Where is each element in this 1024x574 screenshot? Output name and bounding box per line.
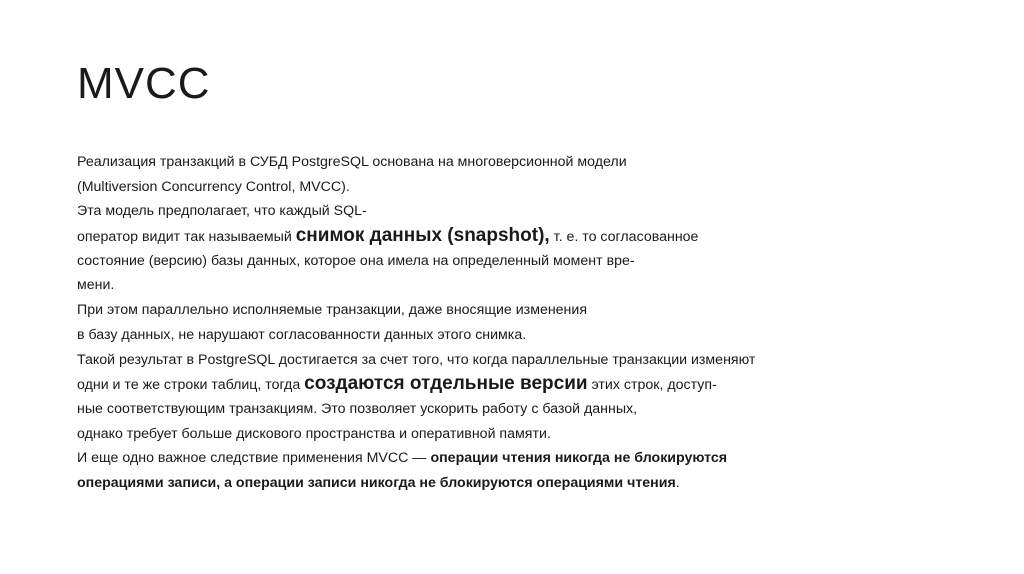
- text: мени.: [77, 277, 115, 294]
- text: При этом параллельно исполняемые транзакции, даже вносящие изменения: [77, 302, 588, 319]
- text-line: [77, 273, 977, 298]
- bold-text: операциями записи, а операции записи никогда не блокируются операциями чтения: [77, 474, 676, 491]
- text: И еще одно важное следствие применения MVCC —: [77, 450, 431, 467]
- text: (Multiversion Concurrency Control, MVCC).: [77, 178, 350, 195]
- slide-body: [77, 150, 977, 496]
- text-line: [77, 249, 977, 274]
- text: одни и те же строки таблиц, тогда: [77, 377, 305, 394]
- slide-title: MVCC: [77, 59, 211, 108]
- text-line: [77, 199, 977, 224]
- bold-text: операции чтения никогда не блокируются: [430, 450, 728, 467]
- text: оператор видит так называемый: [77, 229, 296, 246]
- text-line: [77, 372, 977, 397]
- text-line: [77, 348, 977, 373]
- emphasis-snapshot: снимок данных (snapshot),: [295, 225, 550, 247]
- text-line: [77, 397, 977, 422]
- text-line: [77, 422, 977, 447]
- text-line: [77, 446, 977, 471]
- text-line: [77, 150, 977, 175]
- text: Такой результат в PostgreSQL достигается за счет того, что когда параллельные транзакции изменяют: [77, 351, 756, 368]
- text: однако требует больше дискового пространства и оперативной памяти.: [77, 425, 551, 442]
- text-line: [77, 175, 977, 200]
- text: в базу данных, не нарушают согласованности данных этого снимка.: [77, 326, 527, 343]
- text: ные соответствующим транзакциям. Это позволяет ускорить работу с базой данных,: [77, 400, 638, 417]
- text: этих строк, доступ-: [587, 377, 717, 394]
- text: т. е. то согласованное: [549, 229, 699, 246]
- text: .: [675, 474, 680, 491]
- text: состояние (версию) базы данных, которое она имела на определенный момент вре-: [77, 252, 635, 269]
- text: Эта модель предполагает, что каждый SQL-: [77, 203, 367, 220]
- emphasis-versions: создаются отдельные версии: [304, 373, 588, 395]
- text-line: [77, 298, 977, 323]
- text-line: [77, 323, 977, 348]
- text: Реализация транзакций в СУБД PostgreSQL основана на многоверсионной модели: [77, 154, 627, 170]
- text-line: [77, 224, 977, 249]
- text-line: [77, 471, 977, 496]
